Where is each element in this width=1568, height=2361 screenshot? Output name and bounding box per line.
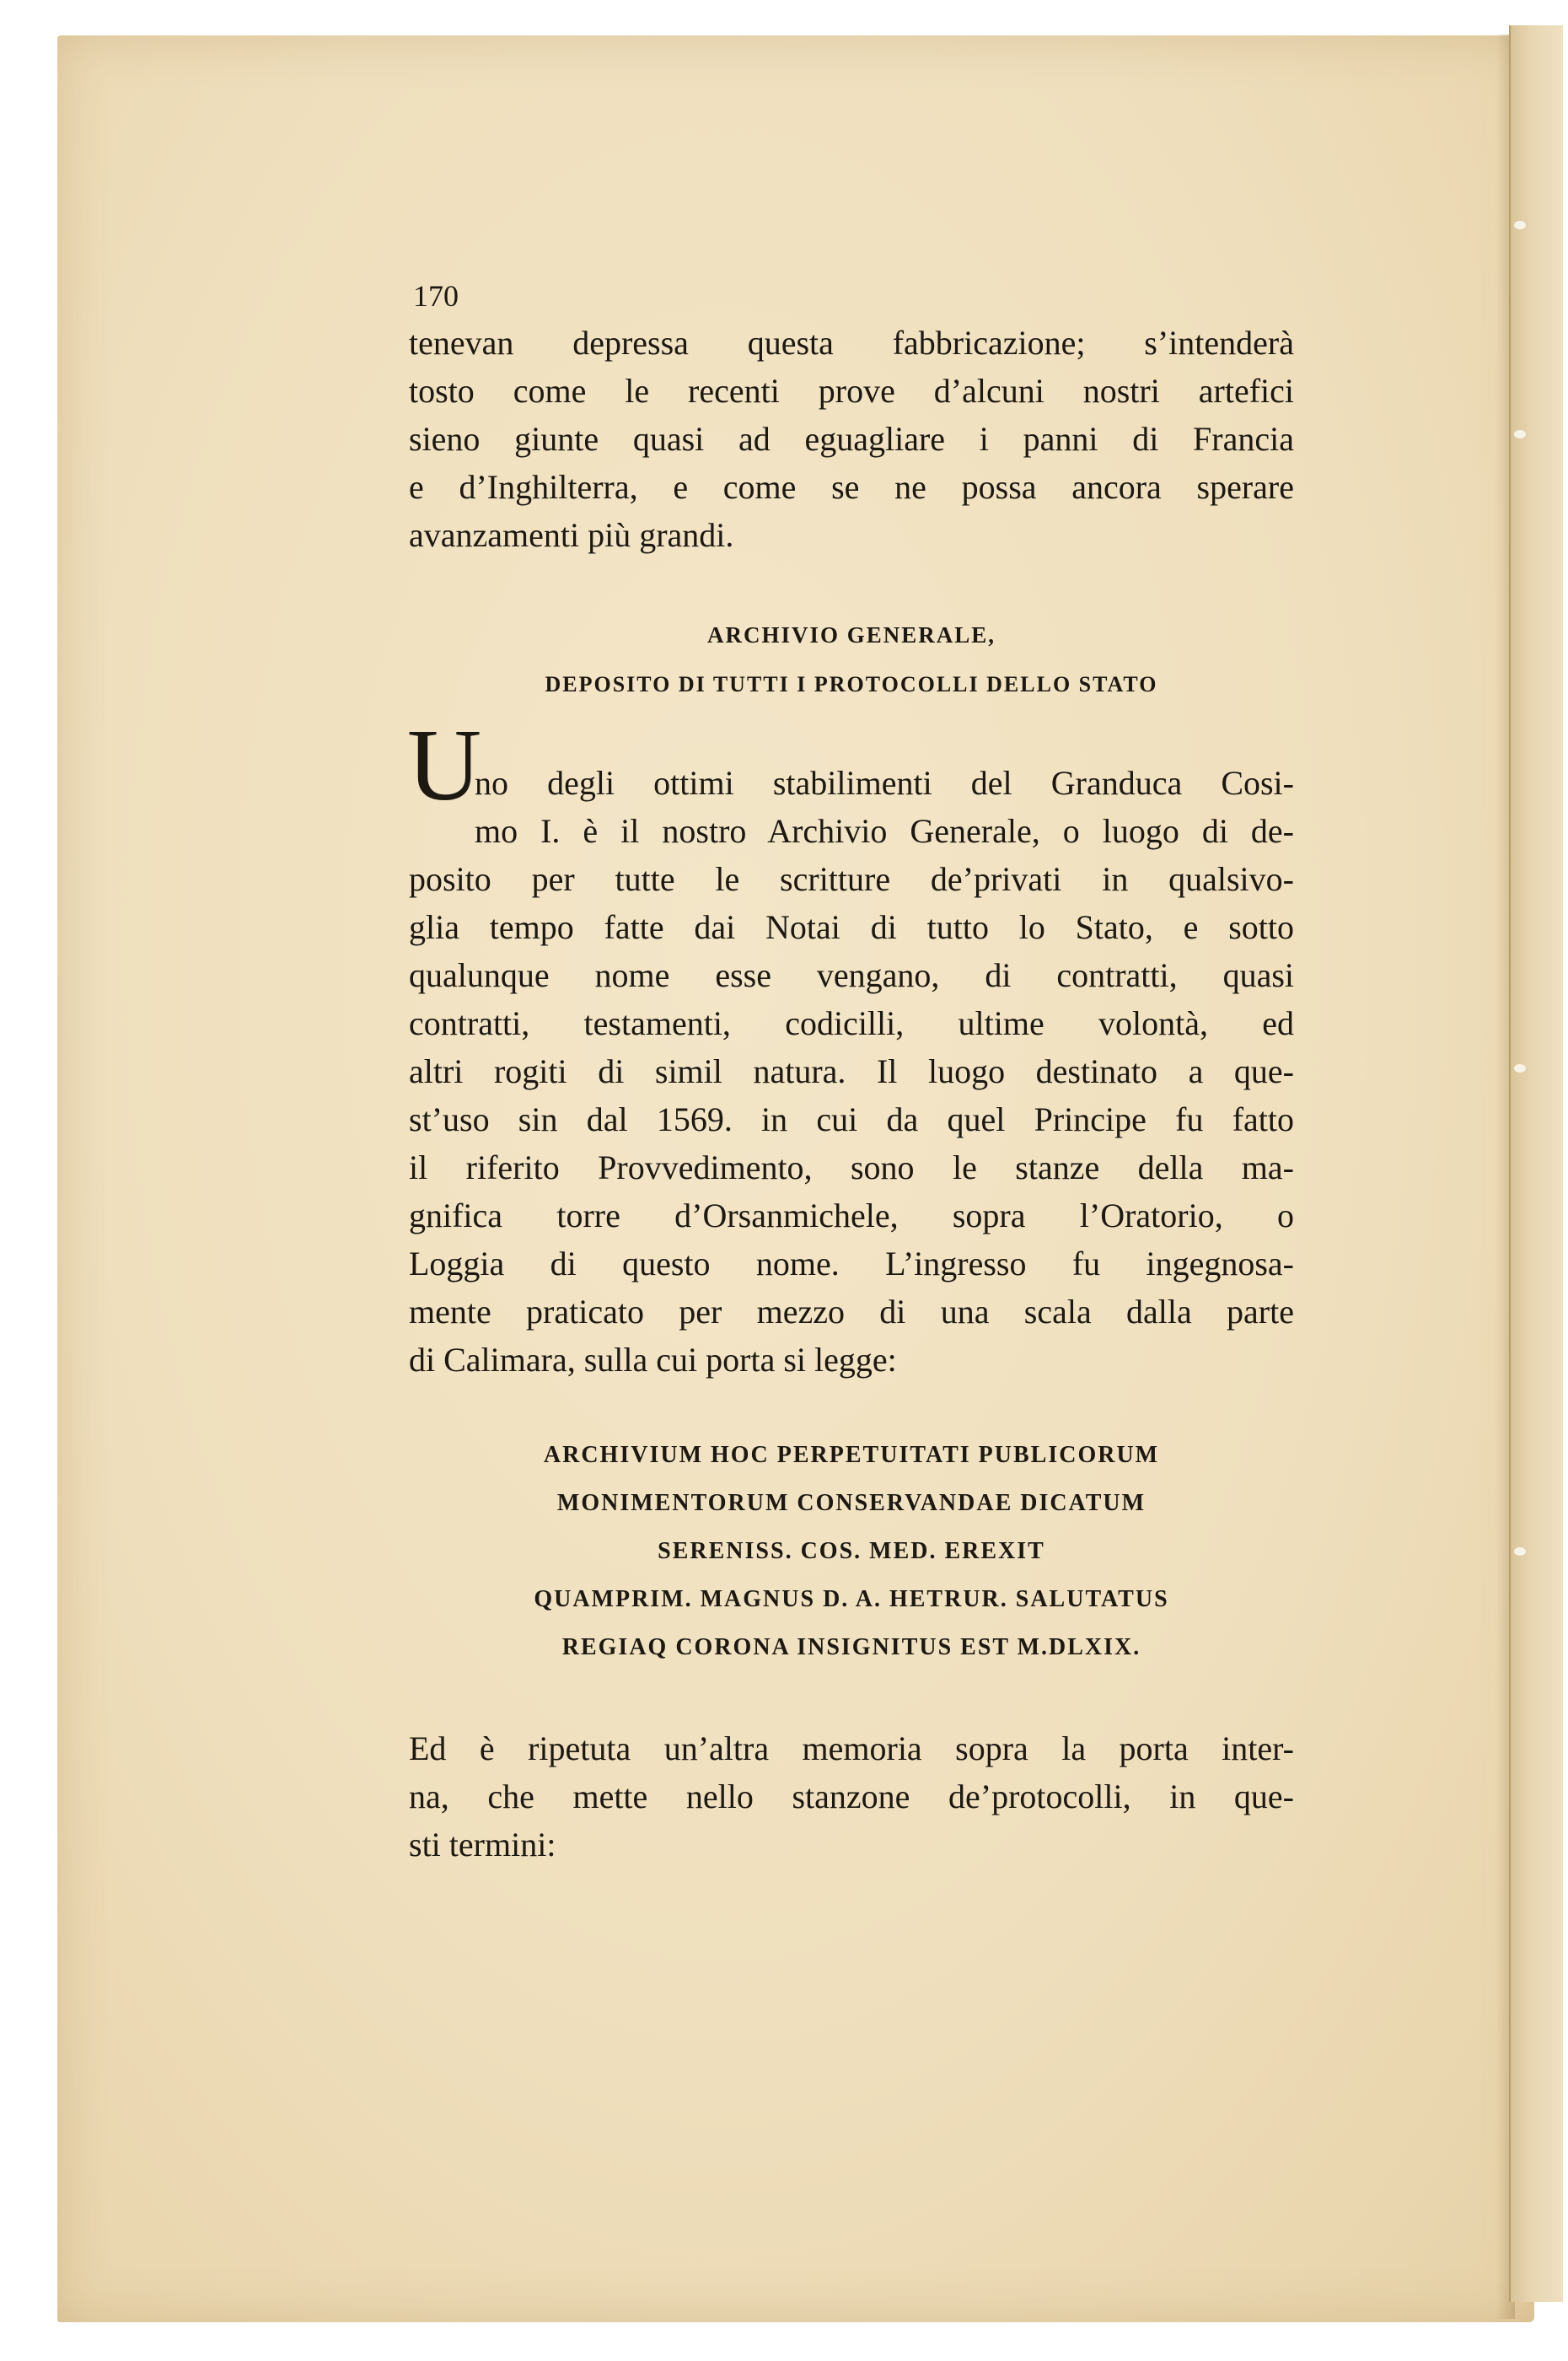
text-line: na, che mette nello stanzone de’protocolli, in que- [409,1777,1294,1815]
text-line: tenevan depressa questa fabbricazione; s’intenderà [409,324,1294,362]
text-line: posito per tutte le scritture de’privati in qualsivo- [409,860,1294,898]
text-line: Ed è ripetuta un’altra memoria sopra la porta inter- [409,1729,1294,1767]
binding-hole [1514,1064,1526,1073]
adjacent-page-edge [1509,25,1563,2302]
text-line: st’uso sin dal 1569. in cui da quel Principe fu fatto [409,1100,1294,1138]
paragraph-1 [409,319,1294,559]
text-line: di Calimara, sulla cui porta si legge: [409,1341,897,1379]
inscription-line: SERENISS. COS. MED. EREXIT [658,1538,1045,1564]
section-heading-title: ARCHIVIO GENERALE, [706,622,996,648]
text-line: Loggia di questo nome. L’ingresso fu ingegnosa- [409,1245,1294,1283]
text-line: mo I. è il nostro Archivio Generale, o luogo di de- [475,812,1294,850]
text-line: qualunque nome esse vengano, di contratti, quasi [409,956,1294,994]
text-line: avanzamenti più grandi. [409,516,734,554]
section-heading-subtitle: DEPOSITO DI TUTTI I PROTOCOLLI DELLO STATO [545,672,1158,696]
binding-hole [1514,221,1526,229]
text-line: tosto come le recenti prove d’alcuni nostri artefici [409,372,1294,410]
text-line: mente praticato per mezzo di una scala dalla parte [409,1293,1294,1331]
text-line: glia tempo fatte dai Notai di tutto lo Stato, e sotto [409,908,1294,946]
text-line: altri rogiti di simil natura. Il luogo destinato a que- [409,1052,1294,1090]
inscription-line: QUAMPRIM. MAGNUS D. A. HETRUR. SALUTATUS [534,1586,1169,1612]
text-line: il riferito Provvedimento, sono le stanze della ma- [409,1148,1294,1186]
text-line: sieno giunte quasi ad eguagliare i panni di Francia [409,420,1294,458]
drop-cap: U [407,708,482,822]
text-line: e d’Inghilterra, e come se ne possa ancora sperare [409,468,1294,506]
text-line: gnifica torre d’Orsanmichele, sopra l’Oratorio, o [409,1197,1294,1234]
binding-hole [1514,1547,1526,1556]
inscription-line: MONIMENTORUM CONSERVANDAE DICATUM [556,1490,1146,1516]
paragraph-2 [409,759,1294,1384]
binding-hole [1514,430,1526,438]
inscription-line: ARCHIVIUM HOC PERPETUITATI PUBLICORUM [543,1442,1160,1468]
paragraph-3 [409,1724,1294,1869]
page-number: 170 [413,279,459,313]
inscription-line: REGIAQ CORONA INSIGNITUS EST M.DLXIX. [561,1634,1141,1660]
text-line: sti termini: [409,1826,556,1864]
text-line: no degli ottimi stabilimenti del Granduca Cosi- [475,764,1294,802]
text-line: contratti, testamenti, codicilli, ultime volontà, ed [409,1004,1294,1042]
